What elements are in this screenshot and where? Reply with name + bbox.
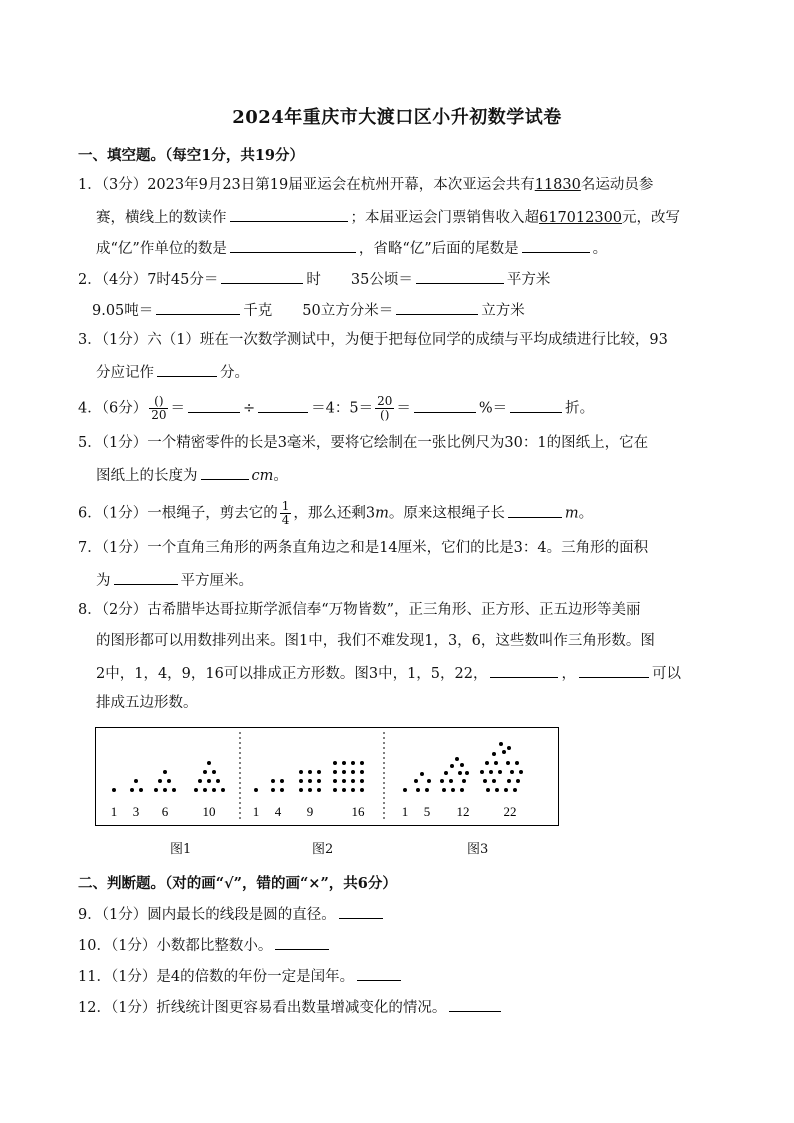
question-12: 12．（1分）折线统计图更容易看出数量增减变化的情况。 [78, 996, 504, 1018]
underlined-number: 11830 [534, 177, 581, 193]
figure-1-label: 1 [110, 804, 118, 819]
answer-blank[interactable] [157, 361, 217, 377]
figure-1-label: 3 [132, 804, 140, 819]
answer-blank[interactable] [510, 397, 562, 413]
section-fill-in-heading: 一、填空题。（每空1分，共19分） [78, 147, 305, 164]
answer-blank[interactable] [258, 397, 308, 413]
figure-2-label: 1 [252, 804, 260, 819]
fraction: $\frac{()}{20}$ [151, 394, 167, 422]
question-2-line-2: 9.05吨＝ 千克 50立方分米＝ 立方米 [92, 299, 525, 321]
figure-3-label: 22 [503, 804, 517, 819]
question-3-line-2: 分应记作 分。 [96, 361, 249, 383]
answer-blank[interactable] [188, 397, 240, 413]
figure-3-label: 1 [401, 804, 409, 819]
fraction: $\frac{20}{()}$ [377, 394, 393, 422]
question-5-line-2: 图纸上的长度为 cm。 [96, 464, 288, 486]
figure-2-label: 9 [306, 804, 314, 819]
figure-2-label: 4 [274, 804, 282, 819]
figure-3-label: 5 [423, 804, 431, 819]
answer-blank[interactable] [522, 237, 590, 253]
question-1-line-1: 1．（3分）2023年9月23日第19届亚运会在杭州开幕，本次亚运会共有11830名运动员参 [78, 177, 654, 193]
question-8-line-1: 8．（2分）古希腊毕达哥拉斯学派信奉“万物皆数”，正三角形、正方形、正五边形等美丽 [78, 602, 641, 618]
answer-blank[interactable] [449, 996, 501, 1012]
answer-blank[interactable] [396, 299, 478, 315]
answer-blank[interactable] [357, 965, 401, 981]
question-1-line-3: 成“亿”作单位的数是 ，省略“亿”后面的尾数是 。 [96, 237, 607, 259]
question-8-line-3: 2中，1，4，9，16可以排成正方形数。图3中，1，5，22， ， 可以 [96, 662, 681, 684]
figurate-numbers-figure [95, 727, 559, 826]
figure-2-label: 16 [351, 804, 365, 819]
figure-caption-2: 图2 [312, 842, 334, 857]
answer-blank[interactable] [414, 397, 476, 413]
answer-blank[interactable] [579, 662, 649, 678]
answer-blank[interactable] [156, 299, 240, 315]
question-9: 9．（1分）圆内最长的线段是圆的直径。 [78, 903, 386, 925]
question-7-line-2: 为 平方厘米。 [96, 569, 253, 591]
underlined-number: 617012300 [539, 210, 623, 226]
question-8-line-4: 排成五边形数。 [96, 695, 198, 711]
question-2-line-1: 2．（4分）7时45分＝ 时 35公顷＝ 平方米 [78, 268, 550, 290]
question-1-line-2: 赛，横线上的数读作 ；本届亚运会门票销售收入超617012300元，改写 [96, 206, 680, 228]
fraction: $\frac{1}{4}$ [281, 499, 290, 527]
answer-blank[interactable] [416, 268, 504, 284]
answer-blank[interactable] [275, 934, 329, 950]
answer-blank[interactable] [490, 662, 558, 678]
question-7-line-1: 7．（1分）一个直角三角形的两条直角边之和是14厘米，它们的比是3：4。三角形的面积 [78, 540, 649, 556]
question-10: 10．（1分）小数都比整数小。 [78, 934, 332, 956]
answer-blank[interactable] [201, 464, 249, 480]
answer-blank[interactable] [230, 237, 356, 253]
question-4: 4．（6分） $\frac{()}{20}$ ＝ ÷ ＝4：5＝ $\frac{20}{()}$ ＝ %＝ 折。 [78, 394, 595, 422]
page-title: 2024年重庆市大渡口区小升初数学试卷 [232, 107, 562, 128]
question-3-line-1: 3．（1分）六（1）班在一次数学测试中，为便于把每位同学的成绩与平均成绩进行比较，93 [78, 332, 668, 348]
figure-1-label: 6 [161, 804, 169, 819]
answer-blank[interactable] [114, 569, 178, 585]
figure-caption-3: 图3 [467, 842, 489, 857]
answer-blank[interactable] [508, 502, 562, 518]
figure-1-label: 10 [202, 804, 216, 819]
answer-blank[interactable] [230, 206, 348, 222]
answer-blank[interactable] [339, 903, 383, 919]
question-11: 11．（1分）是4的倍数的年份一定是闰年。 [78, 965, 404, 987]
section-judgement-heading: 二、判断题。（对的画“√”，错的画“×”，共6分） [78, 875, 397, 892]
figure-caption-1: 图1 [170, 842, 192, 857]
answer-blank[interactable] [221, 268, 303, 284]
dot-patterns [96, 728, 558, 825]
figure-3-label: 12 [456, 804, 470, 819]
question-6: 6．（1分）一根绳子，剪去它的 $\frac{1}{4}$ ，那么还剩3m。原来这根绳子长 m。 [78, 499, 594, 527]
question-5-line-1: 5．（1分）一个精密零件的长是3毫米，要将它绘制在一张比例尺为30：1的图纸上，它在 [78, 435, 649, 451]
question-8-line-2: 的图形都可以用数排列出来。图1中，我们不难发现1，3，6，这些数叫作三角形数。图 [96, 633, 655, 649]
